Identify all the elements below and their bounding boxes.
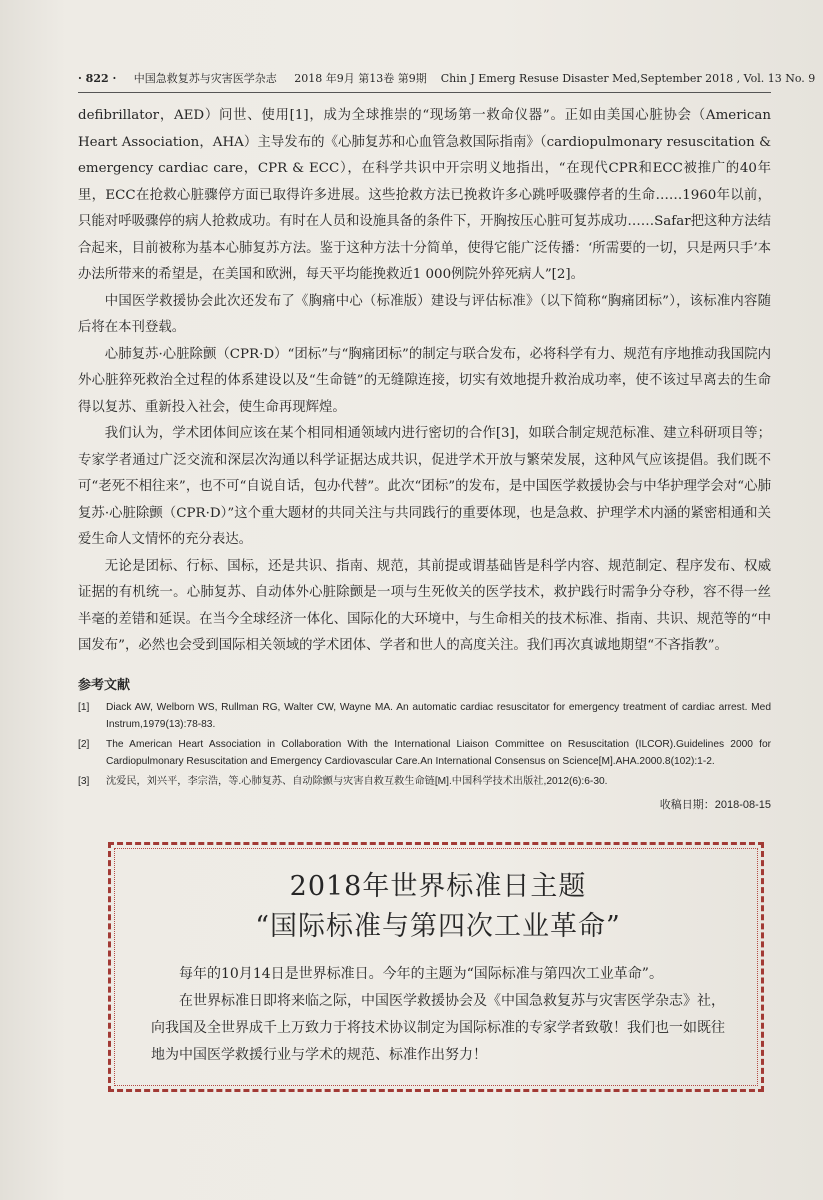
reference-item (78, 736, 771, 770)
reference-number: [2] (78, 738, 90, 750)
notice-paragraph: 每年的10月14日是世界标准日。今年的主题为“国际标准与第四次工业革命”。 (179, 966, 663, 982)
header-left (78, 70, 441, 86)
reference-item (78, 773, 771, 790)
notice-title: 2018年世界标准日主题 (289, 871, 587, 902)
reference-text: The American Heart Association in Collaboration With the International Liaison Committee on Resuscitation (ILCOR).Guidelines 2000 for Cardiopulmonary Resuscitation and Emergency Cardiovascular Care.An International Consensus on Science[M].AHA.2000.8(102):1-2. (106, 738, 771, 767)
references-section (78, 674, 771, 790)
received-date: 收稿日期：2018-08-15 (659, 798, 771, 811)
body-paragraph: 我们认为，学术团体间应该在某个相同相通领域内进行密切的合作[3]，如联合制定规范标准、建立科研项目等；专家学者通过广泛交流和深层次沟通以科学证据达成共识，促进学术开放与繁荣发展，这种风气应该提倡。我们既不可“老死不相往来”，也不可“自说自话，包办代替”。此次“团标”的发布，是中国医学救援协会与中华护理学会对“心肺复苏·心脏除颤（CPR·D）”这个重大题材的共同关注与共同践行的重要体现，也是急救、护理学术内涵的紧密相通和关爱生命人文情怀的充分表达。 (78, 426, 771, 547)
reference-number: [3] (78, 775, 90, 787)
reference-text: Diack AW, Welborn WS, Rullman RG, Walter CW, Wayne MA. An automatic cardiac resuscitator for emergency treatment of cardiac arrest. Med Instrum,1979(13):78-83. (106, 701, 771, 730)
reference-item (78, 699, 771, 733)
world-standards-day-notice (108, 842, 764, 1092)
reference-text: 沈爱民，刘兴平，李宗浩，等.心肺复苏、自动除颤与灾害自救互救生命链[M].中国科学技术出版社,2012(6):6-30. (106, 775, 608, 787)
notice-paragraph: 在世界标准日即将来临之际，中国医学救援协会及《中国急救复苏与灾害医学杂志》社，向我国及全世界成千上万致力于将技术协议制定为国际标准的专家学者致敬！我们也一如既往地为中国医学救援行业与学术的规范、标准作出努力！ (151, 993, 725, 1063)
issue-info-cn: 2018 年9月 第13卷 第9期 (294, 72, 427, 85)
running-header (78, 70, 816, 93)
references-heading: 参考文献 (78, 677, 131, 693)
journal-title-cn: 中国急救复苏与灾害医学杂志 (133, 72, 277, 85)
article-body (78, 103, 771, 660)
body-paragraph: 无论是团标、行标、国标，还是共识、指南、规范，其前提或谓基础皆是科学内容、规范制定、程序发布、权威证据的有机统一。心肺复苏、自动体外心脏除颤是一项与生死攸关的医学技术，救护践行时需争分夺秒，容不得一丝半毫的差错和延误。在当今全球经济一体化、国际化的大环境中，与生命相关的技术标准、指南、共识、规范等的“中国发布”，必然也会受到国际相关领域的学术团体、学者和世人的高度关注。我们再次真诚地期望“不吝指教”。 (78, 558, 771, 653)
notice-subtitle: “国际标准与第四次工业革命” (255, 911, 621, 942)
body-paragraph: 心肺复苏·心脏除颤（CPR·D）“团标”与“胸痛团标”的制定与联合发布，必将科学有力、规范有序地推动我国院内外心脏猝死救治全过程的体系建设以及“生命链”的无缝隙连接，切实有效地提升救治成功率，使不该过早离去的生命得以复苏、重新投入社会，使生命再现辉煌。 (78, 346, 771, 415)
page-number: · 822 · (78, 72, 117, 85)
journal-title-en: Chin J Emerg Resuse Disaster Med,September 2018 , Vol. 13 No. 9 (440, 72, 816, 85)
body-paragraph: defibrillator，AED）问世、使用[1]，成为全球推崇的“现场第一救命仪器”。正如由美国心脏协会（American Heart Association，AHA）主导发布的《心肺复苏和心血管急救国际指南》（cardiopulmonary resuscitation & emergency cardiac care，CPR & ECC），在科学共识中开宗明义地指出，“在现代CPR和ECC被推广的40年里，ECC在抢救心脏骤停方面已取得许多进展。这些抢救方法已挽救许多心跳呼吸骤停者的生命……1960年以前，只能对呼吸骤停的病人抢救成功。有时在人员和设施具备的条件下，开胸按压心脏可复苏成功……Safar把这种方法结合起来，目前被称为基本心肺复苏方法。鉴于这种方法十分简单，使得它能广泛传播：‘所需要的一切，只是两只手’本办法所带来的希望是，在美国和欧洲，每天平均能挽救近1 000例院外猝死病人”[2]。 (78, 108, 771, 282)
body-paragraph: 中国医学救援协会此次还发布了《胸痛中心（标准版）建设与评估标准》（以下简称“胸痛团标”），该标准内容随后将在本刊登载。 (78, 293, 771, 335)
reference-number: [1] (78, 701, 90, 713)
